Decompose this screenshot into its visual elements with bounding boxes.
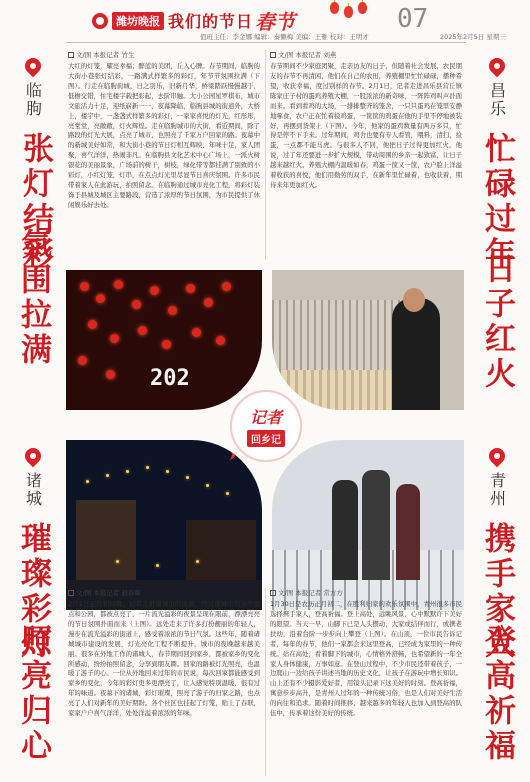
reporter-homecoming-badge: [230, 390, 302, 462]
side-banner-zhucheng-2: [6, 624, 60, 764]
side-banner-changle: [470, 58, 524, 272]
section-title: 我们的节日: [168, 12, 254, 31]
place-name: 青州: [487, 472, 507, 508]
article-body-qingzhou: 1月30日是农历正月初二，在胜利归家的欢乐氛围中，青州很多市民选择携手家人，登高祈福。登上高处，远眺风景，心中默默许下美好的愿望。当天一早，山脚下已是人头攒动，大家或结伴而行，或携老扶幼，沿着台阶一步步向上攀登（上图）。在山顶，一位市民告诉记者，每年的春节，他们一家都会来这里登高，已经成为家里的一种传统。站在高处，看着脚下的城市，心情格外舒畅，也希望新的一年全家人身体健康，万事如意。在登山过程中，不少市民还带着孩子，一边爬山一边给孩子讲述当地的历史文化，让孩子在游玩中增长知识。山上还有不少摄影爱好者，用镜头记录下这美好的时刻。登高祈福，寓意步步高升，是青州人过年的一种传统习俗，也是人们对美好生活的向往和追求。随着时间推移，越来越多的年轻人也加入到登高的队伍中，传承着这份美好的传统。: [270, 600, 462, 718]
headline-line: 璀璨彩灯: [15, 522, 52, 662]
badge-top-text: 记者: [249, 408, 282, 427]
lantern-icon: [358, 2, 367, 14]
side-banner-changle-2: [470, 252, 524, 392]
article-byline-changle: 文/图 本报记者 刘燕: [270, 50, 336, 59]
article-byline-qingzhou: 文/图 本报记者 常方方: [270, 588, 343, 597]
header-rule: [66, 42, 466, 43]
photo-collage: [66, 270, 464, 610]
square-icon: [270, 52, 276, 58]
photo-display-number: 202: [150, 366, 190, 391]
lantern-icon: [344, 6, 353, 18]
lantern-icon: [330, 2, 339, 14]
side-banner-qingzhou-2: [470, 624, 524, 764]
article-body-linqu: 大红的灯笼，耀亮幸福；醉蓝的美团，丘入心脾。春节期间，临朐的大街小巷张灯结彩，一路满式样繁多的彩灯，年节节氛围拉满（下图）。行走在临朐街城，日之羽乐，旧新月华，桥梁踏跃慢慢越于，低檐交错，住宅楼字载把彩起，去阶串触。大小公园星罗棋布，城市文旅活力十足，迎纸崭新一一，夜幕降临，临朐县城的街道外，大桥上，楼宇中，一盏盏式样繁多的彩灯，一家家喜悦的灯光，红彤彤，亮堂堂，亮敞敞，灯火辉煌。走在临朐城市的大街，看近期间，除了路段的灯光大展，点亮了城市，也照亮了千家万户回家的路。夜幕中的新城美好如常，和大街小巷的节日灯相互辉映，年味十足，家人团聚，喜气洋洋，热闹非凡。在临朐县文化艺术中心广场上，一派火树银花的美丽景象，广场前的树干，树枝，绿化带等都挂满了别致的小彩灯，小红灯笼，灯串，在点点灯光里尽显节日喜庆氛围。许多市民带着家人在此游玩，拍照留念。在临朐通过城市亮化工程，将彩灯装饰于县城及城区主要路段，营造了浓厚的节日氛围，为市民提供了休闲娱乐好去处。: [68, 62, 260, 209]
side-banner-linqu-2: [6, 228, 60, 368]
column-divider: [265, 588, 266, 776]
square-icon: [68, 52, 74, 58]
page-number: 07: [397, 4, 429, 34]
column-divider: [265, 50, 266, 260]
section-accent: 春节: [255, 10, 296, 34]
headline-line: 照亮归心: [15, 624, 52, 764]
location-pin-icon: [486, 445, 509, 468]
logo-block: [92, 6, 295, 35]
square-icon: [270, 590, 276, 596]
headline-line: 氛围拉满: [15, 228, 52, 368]
date-line: 2025年2月5日 星期三: [440, 33, 506, 41]
headline-line: 张灯结彩: [17, 132, 54, 272]
article-body-zhucheng: 2月1日正月初四晚，记者走进诸城市的街道，经过诸城市的各个景点和公园，都被点亮了，一片流光溢彩的夜景呈现在眼前，漂漂亮亮的节日氛围扑面而来（上图）。远处走来了许多打扮靓丽的年轻人，漫步在流光溢彩的街道上，感受着浓浓的节日气氛。这些年，随着诸城城市建设的发展，灯光亮化工程不断提升，城市的夜晚越来越美丽。很多在外地工作的诸城人，春节期间回到家乡，都被家乡的变化所感动，纷纷拍照留念，分享到朋友圈。回家的路被灯光照亮，也温暖了游子的心。一位从外地回来过年的市民说，每次回家都能感受到家乡的变化，今年的彩灯更多更漂亮了，让人感觉特别温暖，很有过年的味道。夜幕下的诸城，彩灯璀璨，照亮了游子的归家之路，也点亮了人们对新年的美好期盼。各个社区也挂起了灯笼，贴上了春联，家家户户喜气洋洋，处处洋溢着浓浓的年味。: [68, 600, 260, 718]
photo-zhucheng-night-lights: [66, 440, 262, 610]
article-byline-linqu: 文/图 本报记者 竹生: [68, 50, 134, 59]
headline-line: 忙碌过年: [479, 132, 516, 272]
photo-linqu-lanterns: [66, 270, 262, 410]
square-icon: [68, 590, 74, 596]
article-byline-zhucheng: 文/图 本报记者 赵春晖: [68, 588, 141, 597]
headline-line: 携手家人: [479, 522, 516, 662]
badge-bottom-text: 回乡记: [247, 430, 285, 447]
location-pin-icon: [22, 55, 45, 78]
location-pin-icon: [486, 55, 509, 78]
newspaper-logo-icon: [92, 13, 108, 29]
place-name: 诸城: [23, 472, 43, 508]
place-name: 临朐: [23, 82, 43, 118]
headline-line: 日子红火: [479, 252, 516, 392]
location-pin-icon: [22, 445, 45, 468]
article-body-changle: 春节期间不少家庭团聚，走亲访友的日子，但随着社会发展，农民朋友的春节不再清闲，他们在自己的农田，养殖棚里忙忙碌碌，播种希望，收获幸福，度过别样的春节。2月1日，记者走进昌乐县营丘镇陈家庄子村的蛋鸡养殖大棚，一股浓浓的新奇味，一阵阵鸡叫声扑面而来。看到看鸡的大场，一排排整齐的笼舍，一只只蛋鸡在笼里安静地啄食，农户正在忙着捡鸡蛋，一筐筐的鸡蛋在他的手里不停地被装好，再摆到货架上（下图）。今年，他家的蛋鸡数量有两万多只，忙得是停不下手来。过年期间，鸡舍也要有专人看管，喂料，清扫，捡蛋，一点都不能马虎。与很多人不同，他把日子过得更加红火，他说，过了年还要进一步扩大规模，带动周围的乡亲一起致富，让日子越来越红火。养殖大棚内温暖如春，鸡蛋一筐又一筐，农户脸上洋溢着收获的喜悦，他们用勤劳的双手，在新年里忙碌着，也收获着，期待来年更加红火。: [270, 62, 462, 190]
photo-qingzhou-hiking: [272, 440, 464, 610]
place-name: 昌乐: [487, 82, 507, 118]
staff-line: 值班主任：李金娜 编辑：秦懒梅 美编：王雅 校对：王明才: [200, 33, 369, 41]
paper-name: 潍坊晚报: [112, 12, 164, 30]
headline-line: 登高祈福: [479, 624, 516, 764]
photo-changle-poultry: [272, 270, 464, 410]
masthead: [0, 0, 530, 42]
